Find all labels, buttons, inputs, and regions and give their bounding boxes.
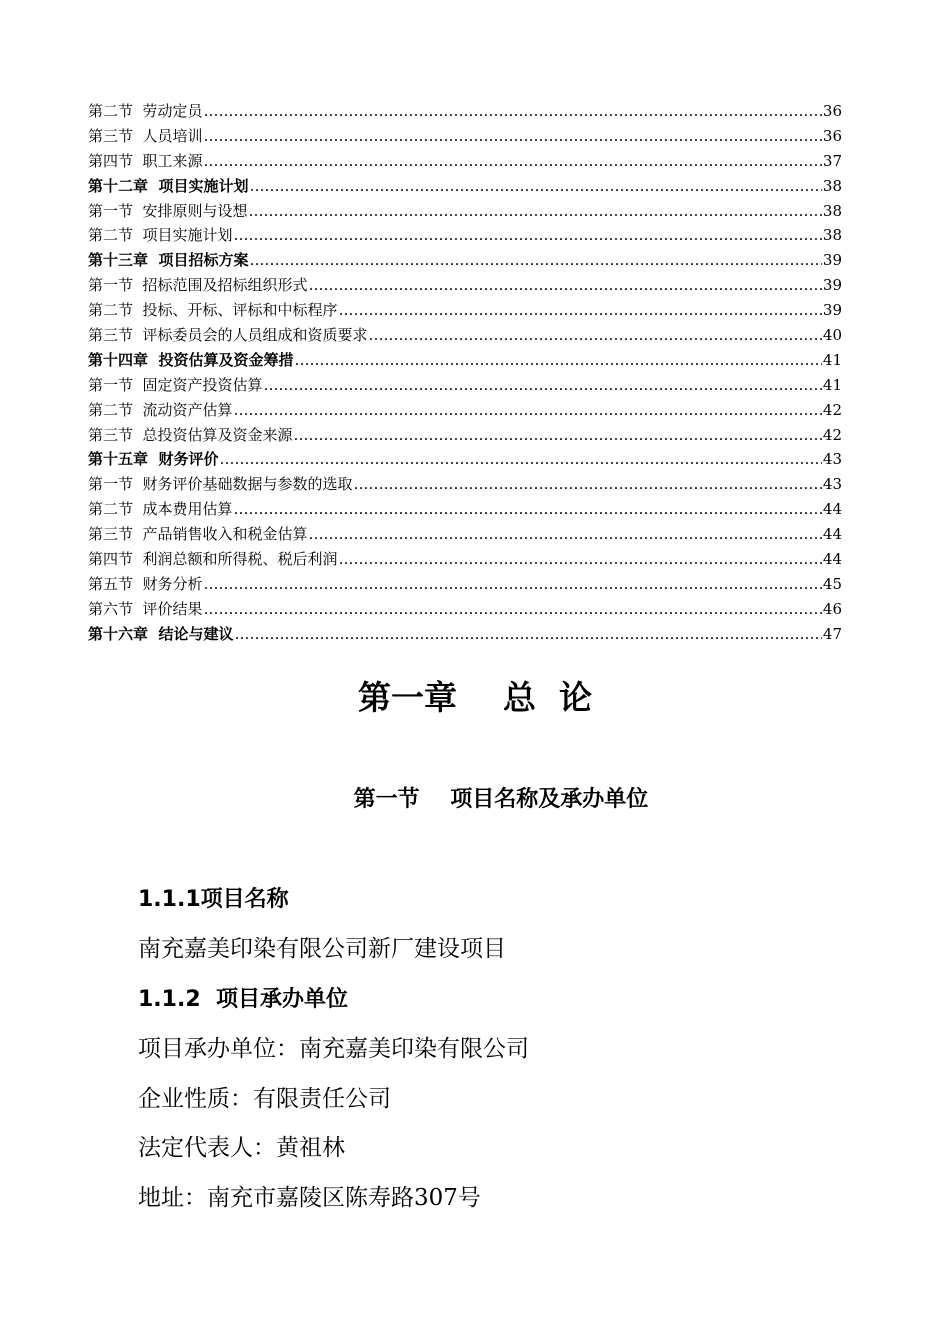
toc-page-number: 43 <box>822 475 842 494</box>
toc-entry-title: 第三节 总投资估算及资金来源 <box>88 425 293 444</box>
toc-section-row[interactable] <box>88 149 842 174</box>
toc-dot-leader <box>204 149 822 174</box>
toc-entry-title: 第一节 财务评价基础数据与参数的选取 <box>88 475 353 494</box>
toc-page-number: 36 <box>822 102 842 120</box>
toc-section-row[interactable] <box>88 223 842 248</box>
toc-page-number: 42 <box>822 425 842 444</box>
toc-page-number: 44 <box>822 500 842 519</box>
toc-dot-leader <box>204 597 822 622</box>
toc-dot-leader <box>204 572 822 597</box>
toc-dot-leader <box>234 622 821 647</box>
toc-page-number: 43 <box>822 450 842 469</box>
toc-chapter-row[interactable] <box>88 622 842 647</box>
toc-dot-leader <box>339 547 822 572</box>
toc-section-row[interactable] <box>88 373 842 398</box>
subheading-project-name: 1.1.1项目名称 <box>138 887 289 912</box>
toc-page-number: 44 <box>822 550 842 569</box>
toc-entry-title: 第四节 利润总额和所得税、税后利润 <box>88 550 338 569</box>
toc-dot-leader <box>264 373 822 398</box>
project-sponsor-text: 项目承办单位：南充嘉美印染有限公司 <box>138 1036 529 1062</box>
toc-entry-title: 第三节 产品销售收入和税金估算 <box>88 525 308 544</box>
toc-dot-leader <box>294 423 822 448</box>
legal-representative-text: 法定代表人：黄祖林 <box>138 1135 345 1161</box>
toc-section-row[interactable] <box>88 597 842 622</box>
toc-section-row[interactable] <box>88 572 842 597</box>
toc-dot-leader <box>309 522 822 547</box>
toc-page-number: 47 <box>822 624 842 643</box>
section-heading: 第一节 项目名称及承办单位 <box>353 787 649 812</box>
toc-dot-leader <box>249 174 821 199</box>
toc-entry-title: 第一节 招标范围及招标组织形式 <box>88 276 308 295</box>
toc-dot-leader <box>234 398 822 423</box>
toc-chapter-row[interactable] <box>88 248 842 273</box>
toc-section-row[interactable] <box>88 199 842 224</box>
toc-section-row[interactable] <box>88 298 842 323</box>
toc-page-number: 37 <box>822 151 842 170</box>
toc-dot-leader <box>339 298 822 323</box>
toc-page-number: 39 <box>822 301 842 320</box>
toc-entry-title: 第二节 流动资产估算 <box>88 400 233 419</box>
toc-section-row[interactable] <box>88 423 842 448</box>
toc-section-row[interactable] <box>88 398 842 423</box>
enterprise-nature-text: 企业性质：有限责任公司 <box>138 1086 391 1112</box>
toc-entry-title: 第一节 安排原则与设想 <box>88 201 248 220</box>
toc-section-row[interactable] <box>88 472 842 497</box>
toc-dot-leader <box>204 99 822 124</box>
toc-section-row[interactable] <box>88 323 842 348</box>
toc-entry-title: 第二节 项目实施计划 <box>88 226 233 245</box>
toc-page-number: 42 <box>822 400 842 419</box>
toc-page-number: 38 <box>822 176 842 195</box>
subheading-project-sponsor: 1.1.2 项目承办单位 <box>138 987 348 1012</box>
toc-dot-leader <box>219 447 821 472</box>
toc-page-number: 41 <box>822 350 842 369</box>
toc-dot-leader <box>309 273 822 298</box>
toc-dot-leader <box>249 248 821 273</box>
toc-page-number: 38 <box>822 226 842 245</box>
toc-page-number: 44 <box>822 525 842 544</box>
toc-entry-title: 第四节 职工来源 <box>88 151 203 170</box>
toc-dot-leader <box>294 348 821 373</box>
toc-dot-leader <box>369 323 822 348</box>
project-name-text: 南充嘉美印染有限公司新厂建设项目 <box>138 936 506 962</box>
toc-page-number: 41 <box>822 375 842 394</box>
toc-entry-title: 第十五章 财务评价 <box>88 450 219 469</box>
toc-chapter-row[interactable] <box>88 174 842 199</box>
toc-entry-title: 第十二章 项目实施计划 <box>88 176 249 195</box>
toc-chapter-row[interactable] <box>88 348 842 373</box>
toc-chapter-row[interactable] <box>88 447 842 472</box>
toc-dot-leader <box>234 497 822 522</box>
toc-entry-title: 第五节 财务分析 <box>88 574 203 593</box>
toc-section-row[interactable] <box>88 99 842 124</box>
toc-section-row[interactable] <box>88 522 842 547</box>
toc-page-number: 39 <box>822 251 842 270</box>
toc-entry-title: 第二节 成本费用估算 <box>88 500 233 519</box>
toc-section-row[interactable] <box>88 497 842 522</box>
toc-page-number: 39 <box>822 276 842 295</box>
toc-dot-leader <box>204 124 822 149</box>
toc-page-number: 36 <box>822 126 842 145</box>
chapter-heading: 第一章 总 论 <box>358 678 592 717</box>
toc-entry-title: 第二节 劳动定员 <box>88 102 203 120</box>
toc-entry-title: 第十四章 投资估算及资金筹措 <box>88 350 294 369</box>
toc-section-row[interactable] <box>88 547 842 572</box>
toc-page-number: 40 <box>822 326 842 345</box>
toc-dot-leader <box>234 223 822 248</box>
toc-entry-title: 第十三章 项目招标方案 <box>88 251 249 270</box>
toc-entry-title: 第二节 投标、开标、评标和中标程序 <box>88 301 338 320</box>
toc-page-number: 38 <box>822 201 842 220</box>
toc-section-row[interactable] <box>88 124 842 149</box>
toc-dot-leader <box>249 199 822 224</box>
toc-entry-title: 第十六章 结论与建议 <box>88 624 234 643</box>
toc-page-number: 46 <box>822 599 842 618</box>
toc-entry-title: 第一节 固定资产投资估算 <box>88 375 263 394</box>
address-text: 地址：南充市嘉陵区陈寿路307号 <box>138 1185 481 1211</box>
toc-entry-title: 第三节 人员培训 <box>88 126 203 145</box>
toc-entry-title: 第三节 评标委员会的人员组成和资质要求 <box>88 326 368 345</box>
toc-entry-title: 第六节 评价结果 <box>88 599 203 618</box>
toc-page-number: 45 <box>822 574 842 593</box>
toc-dot-leader <box>354 472 822 497</box>
toc-section-row[interactable] <box>88 273 842 298</box>
table-of-contents <box>88 99 842 647</box>
